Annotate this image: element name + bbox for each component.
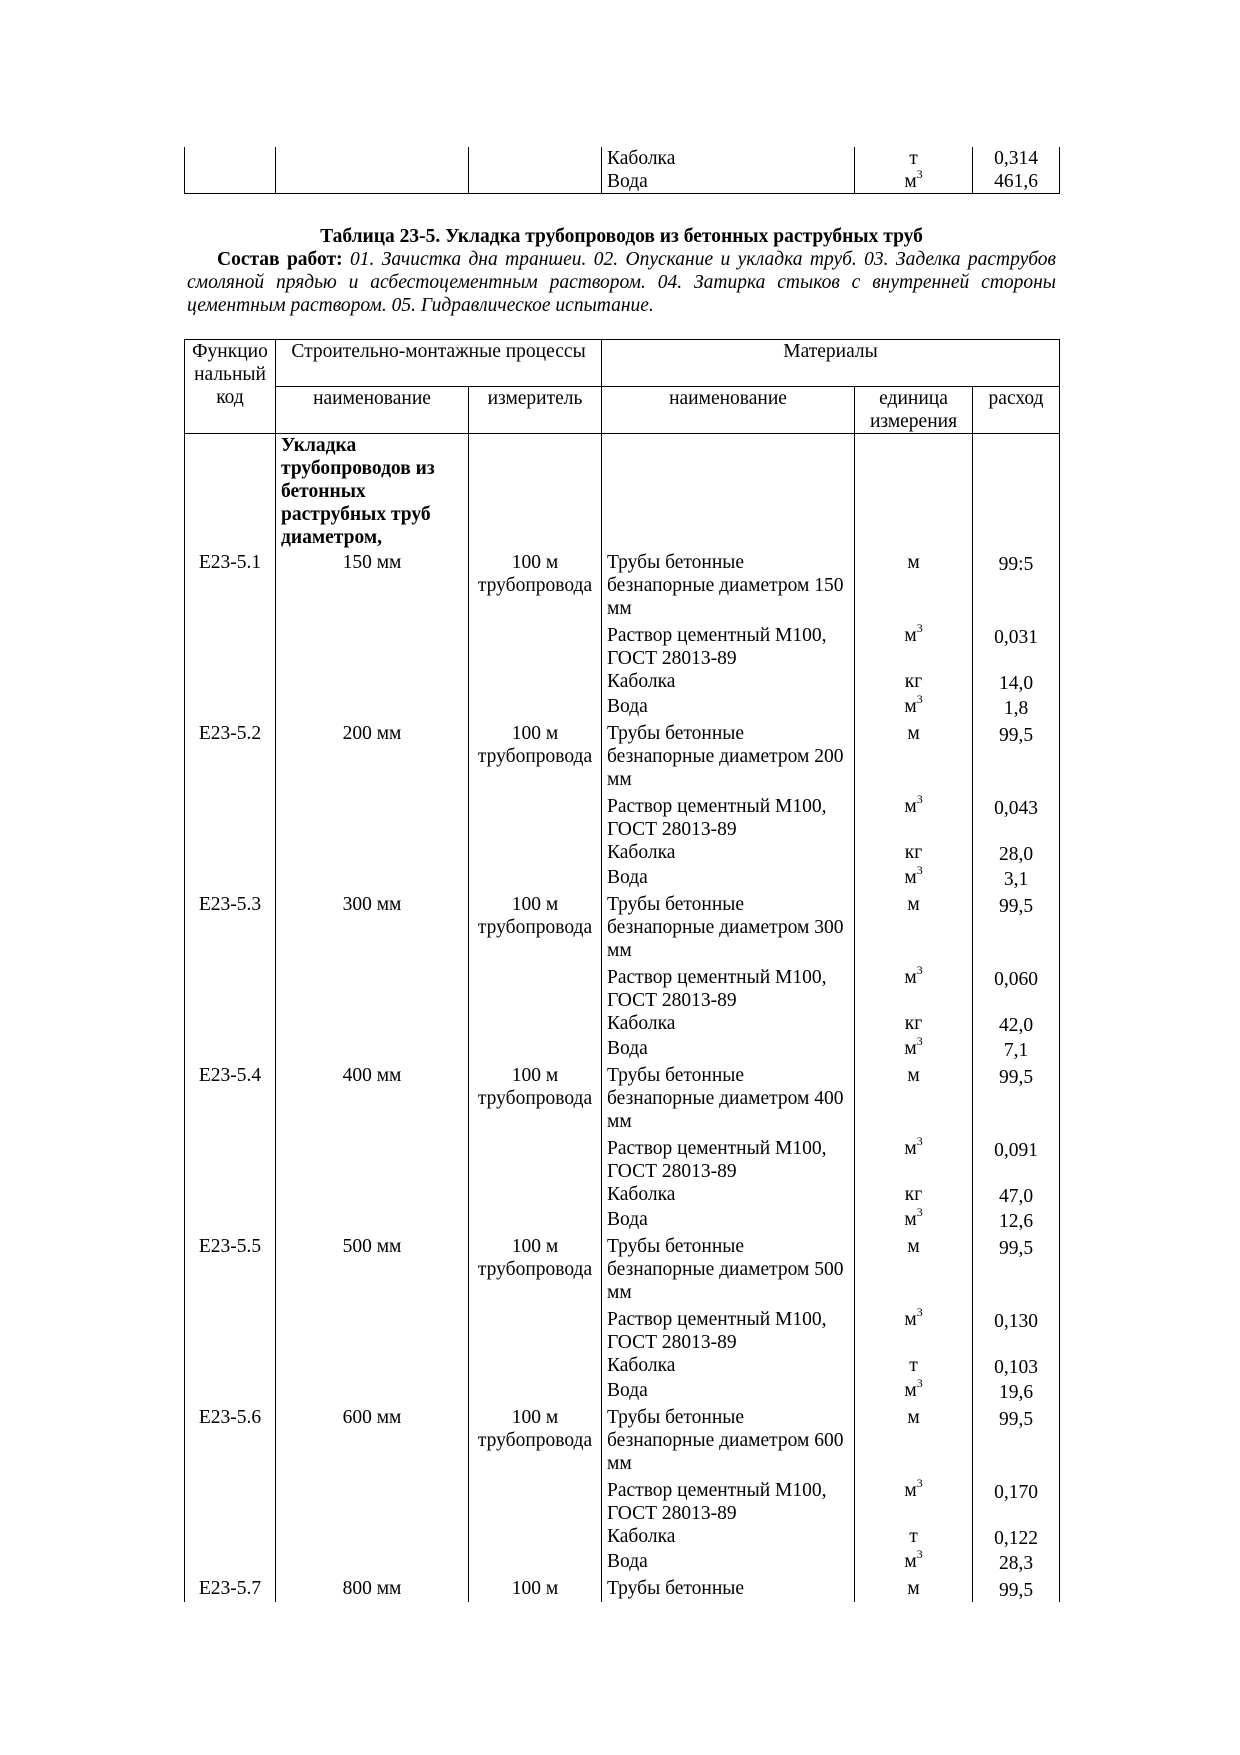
meter: 100 м: [469, 1577, 602, 1602]
section-title: Укладка трубопроводов из бетонных раструбных труб диаметром,: [276, 434, 469, 552]
empty-cell: [185, 1208, 276, 1235]
material-name: Каболка: [602, 841, 855, 866]
header-process-name: наименование: [276, 387, 469, 434]
material-amount: 99:5: [973, 551, 1060, 624]
unit-base: м: [907, 1578, 920, 1599]
material-unit: [855, 1354, 973, 1379]
unit-base: м: [904, 1138, 917, 1159]
material-name: Трубы бетонные безнапорные диаметром 400 мм: [602, 1064, 855, 1137]
material-amount: 99,5: [973, 1064, 1060, 1137]
material-amount: 7,1: [973, 1037, 1060, 1064]
unit-superscript: 3: [916, 1376, 923, 1390]
unit-base: м: [904, 1209, 917, 1230]
unit-base: м: [907, 894, 920, 915]
material-name: Вода: [602, 170, 855, 194]
unit-base: м: [907, 1407, 920, 1428]
material-name: Раствор цементный М100, ГОСТ 28013-89: [602, 1137, 855, 1183]
material-name: Трубы бетонные: [602, 1577, 855, 1602]
material-name: Вода: [602, 695, 855, 722]
unit-base: кг: [904, 1184, 923, 1205]
empty-cell: [276, 1137, 469, 1183]
material-unit: [855, 1064, 973, 1137]
function-code: Е23-5.4: [185, 1064, 276, 1137]
function-code: Е23-5.3: [185, 893, 276, 966]
material-amount: 99,5: [973, 1406, 1060, 1479]
empty-cell: [276, 795, 469, 841]
meter: 100 м трубопровода: [469, 722, 602, 795]
material-unit: [855, 1183, 973, 1208]
empty-cell: [469, 1012, 602, 1037]
material-unit: [855, 722, 973, 795]
material-amount: 461,6: [973, 170, 1060, 194]
material-unit: [855, 1525, 973, 1550]
empty-cell: [276, 1037, 469, 1064]
material-amount: 0,314: [973, 147, 1060, 170]
empty-cell: [469, 841, 602, 866]
material-amount: 3,1: [973, 866, 1060, 893]
material-amount: 99,5: [973, 1577, 1060, 1602]
unit-base: м: [904, 1480, 917, 1501]
empty-cell: [469, 1208, 602, 1235]
unit-base: м: [907, 1065, 920, 1086]
empty-cell: [276, 841, 469, 866]
diameter: 150 мм: [276, 551, 469, 624]
function-code: Е23-5.2: [185, 722, 276, 795]
material-amount: 28,3: [973, 1550, 1060, 1577]
table-row: [185, 1183, 1060, 1208]
meter: 100 м трубопровода: [469, 1406, 602, 1479]
empty-cell: [469, 1354, 602, 1379]
empty-cell: [469, 170, 602, 194]
material-amount: 12,6: [973, 1208, 1060, 1235]
diameter: 800 мм: [276, 1577, 469, 1602]
material-amount: 0,170: [973, 1479, 1060, 1525]
function-code: Е23-5.1: [185, 551, 276, 624]
unit-superscript: 3: [916, 863, 923, 877]
material-amount: 99,5: [973, 893, 1060, 966]
material-unit: [855, 1547, 973, 1577]
material-amount: 99,5: [973, 722, 1060, 795]
diameter: 500 мм: [276, 1235, 469, 1308]
unit-base: м: [904, 796, 917, 817]
header-row-1: [185, 340, 1060, 387]
unit-base: м: [907, 552, 920, 573]
empty-cell: [185, 1479, 276, 1525]
unit-superscript: 3: [916, 963, 923, 977]
diameter: 300 мм: [276, 893, 469, 966]
material-name: Каболка: [602, 1012, 855, 1037]
material-amount: 0,130: [973, 1308, 1060, 1354]
empty-cell: [185, 795, 276, 841]
header-material-amount: расход: [973, 387, 1060, 434]
empty-cell: [469, 1550, 602, 1577]
empty-cell: [185, 1379, 276, 1406]
unit-superscript: 3: [916, 621, 923, 635]
empty-cell: [185, 1525, 276, 1550]
table-row: [185, 551, 1060, 624]
diameter: 400 мм: [276, 1064, 469, 1137]
empty-cell: [276, 966, 469, 1012]
table-row: [185, 1235, 1060, 1308]
material-amount: 42,0: [973, 1012, 1060, 1037]
table-caption: Таблица 23-5. Укладка трубопроводов из бетонных раструбных труб: [320, 226, 923, 247]
empty-cell: [185, 170, 276, 194]
material-unit: [855, 1205, 973, 1235]
empty-cell: [276, 147, 469, 170]
material-name: Раствор цементный М100, ГОСТ 28013-89: [602, 1308, 855, 1354]
table-row: [185, 1354, 1060, 1379]
composition-text: 01. Зачистка дна траншеи. 02. Опускание и укладка труб. 03. Заделка раструбов смоляной прядью и асбестоцементным раствором. 04. Затирка стыков с внутренней стороны цементным раствором. 05. Гидравлическое испытание.: [187, 249, 1056, 316]
unit-superscript: 3: [916, 1134, 923, 1148]
table-row: [185, 1137, 1060, 1183]
function-code: Е23-5.7: [185, 1577, 276, 1602]
table-row: [185, 170, 1060, 194]
empty-cell: [469, 147, 602, 170]
empty-cell: [469, 624, 602, 670]
empty-cell: [469, 866, 602, 893]
empty-cell: [469, 1525, 602, 1550]
material-unit: [855, 963, 973, 1012]
unit-base: м: [904, 1038, 917, 1059]
unit-base: т: [909, 1526, 918, 1547]
unit-base: кг: [904, 671, 923, 692]
unit-base: м: [904, 696, 917, 717]
empty-cell: [185, 1550, 276, 1577]
empty-cell: [469, 795, 602, 841]
material-unit: [855, 147, 973, 170]
material-name: Каболка: [602, 147, 855, 170]
material-amount: 0,031: [973, 624, 1060, 670]
previous-table-tail: [184, 147, 1060, 194]
material-name: Трубы бетонные безнапорные диаметром 300 мм: [602, 893, 855, 966]
unit-superscript: 3: [916, 1547, 923, 1561]
function-code: Е23-5.5: [185, 1235, 276, 1308]
composition-lead: Состав работ:: [217, 249, 343, 270]
empty-cell: [469, 1479, 602, 1525]
table-row: [185, 147, 1060, 170]
material-unit: [855, 893, 973, 966]
header-material-unit: единица измерения: [855, 387, 973, 434]
unit-superscript: 3: [916, 1305, 923, 1319]
unit-superscript: 3: [916, 1205, 923, 1219]
unit-base: м: [904, 867, 917, 888]
empty-cell: [276, 1525, 469, 1550]
empty-cell: [185, 1037, 276, 1064]
material-unit: [855, 1406, 973, 1479]
table-row: [185, 1550, 1060, 1577]
meter: 100 м трубопровода: [469, 1235, 602, 1308]
empty-cell: [276, 1379, 469, 1406]
material-unit: [855, 692, 973, 722]
material-amount: 1,8: [973, 695, 1060, 722]
material-name: Трубы бетонные безнапорные диаметром 600 мм: [602, 1406, 855, 1479]
material-name: Трубы бетонные безнапорные диаметром 200 мм: [602, 722, 855, 795]
unit-superscript: 3: [916, 1476, 923, 1490]
meter: 100 м трубопровода: [469, 551, 602, 624]
material-unit: [855, 1305, 973, 1354]
table-row: [185, 695, 1060, 722]
material-amount: 0,091: [973, 1137, 1060, 1183]
material-name: Раствор цементный М100, ГОСТ 28013-89: [602, 1479, 855, 1525]
unit-base: м: [904, 1380, 917, 1401]
unit-base: м: [907, 723, 920, 744]
material-name: Вода: [602, 866, 855, 893]
table-row: [185, 1012, 1060, 1037]
material-unit: [855, 1134, 973, 1183]
header-materials: Материалы: [602, 340, 1060, 387]
empty-cell: [469, 695, 602, 722]
material-name: Каболка: [602, 670, 855, 695]
empty-cell: [276, 1479, 469, 1525]
meter: 100 м трубопровода: [469, 1064, 602, 1137]
material-amount: 0,060: [973, 966, 1060, 1012]
material-name: Трубы бетонные безнапорные диаметром 500 мм: [602, 1235, 855, 1308]
material-name: Раствор цементный М100, ГОСТ 28013-89: [602, 795, 855, 841]
header-processes: Строительно-монтажные процессы: [276, 340, 602, 387]
empty-cell: [469, 1308, 602, 1354]
empty-cell: [276, 1012, 469, 1037]
header-material-name: наименование: [602, 387, 855, 434]
table-row: [185, 866, 1060, 893]
empty-cell: [276, 1183, 469, 1208]
empty-cell: [276, 695, 469, 722]
header-process-meter: измеритель: [469, 387, 602, 434]
material-name: Вода: [602, 1379, 855, 1406]
header-code: Функцио нальный код: [185, 340, 276, 434]
header-row-2: [185, 387, 1060, 434]
unit-base: м: [904, 967, 917, 988]
unit-superscript: 3: [916, 167, 923, 181]
empty-cell: [185, 966, 276, 1012]
empty-cell: [185, 1012, 276, 1037]
meter: 100 м трубопровода: [469, 893, 602, 966]
section-title-row: [185, 434, 1060, 552]
unit-superscript: 3: [916, 692, 923, 706]
unit-base: м: [904, 171, 917, 192]
material-unit: [855, 1034, 973, 1064]
empty-cell: [469, 1379, 602, 1406]
diameter: 600 мм: [276, 1406, 469, 1479]
unit-base: кг: [904, 842, 923, 863]
empty-cell: [276, 866, 469, 893]
material-name: Каболка: [602, 1525, 855, 1550]
material-unit: [855, 1577, 973, 1602]
unit-base: кг: [904, 1013, 923, 1034]
table-row: [185, 1064, 1060, 1137]
empty-cell: [469, 1183, 602, 1208]
material-unit: [855, 1376, 973, 1406]
table-row: [185, 795, 1060, 841]
material-name: Трубы бетонные безнапорные диаметром 150 мм: [602, 551, 855, 624]
unit-superscript: 3: [916, 1034, 923, 1048]
table-row: [185, 1379, 1060, 1406]
empty-cell: [276, 170, 469, 194]
material-unit: [855, 841, 973, 866]
material-unit: [855, 167, 973, 194]
empty-cell: [185, 1183, 276, 1208]
empty-cell: [276, 624, 469, 670]
table-row: [185, 1208, 1060, 1235]
unit-superscript: 3: [916, 792, 923, 806]
table-row: [185, 1037, 1060, 1064]
table-row: [185, 966, 1060, 1012]
empty-cell: [185, 1137, 276, 1183]
empty-cell: [185, 147, 276, 170]
table-row: [185, 1577, 1060, 1602]
empty-cell: [185, 1308, 276, 1354]
material-name: Вода: [602, 1550, 855, 1577]
table-row: [185, 1479, 1060, 1525]
material-amount: 0,122: [973, 1525, 1060, 1550]
material-unit: [855, 670, 973, 695]
work-composition: [187, 248, 1056, 317]
material-unit: [855, 863, 973, 893]
diameter: 200 мм: [276, 722, 469, 795]
material-amount: 47,0: [973, 1183, 1060, 1208]
material-amount: 19,6: [973, 1379, 1060, 1406]
unit-base: м: [907, 1236, 920, 1257]
material-amount: 14,0: [973, 670, 1060, 695]
material-name: Вода: [602, 1208, 855, 1235]
unit-base: м: [904, 1551, 917, 1572]
empty-cell: [469, 1037, 602, 1064]
unit-base: т: [909, 148, 918, 169]
material-name: Вода: [602, 1037, 855, 1064]
material-name: Каболка: [602, 1183, 855, 1208]
table-row: [185, 1525, 1060, 1550]
unit-base: м: [904, 625, 917, 646]
pipe-laying-table: [184, 339, 1060, 1602]
material-amount: 0,043: [973, 795, 1060, 841]
material-amount: 99,5: [973, 1235, 1060, 1308]
empty-cell: [276, 1550, 469, 1577]
empty-cell: [276, 1354, 469, 1379]
empty-cell: [276, 1308, 469, 1354]
table-row: [185, 1308, 1060, 1354]
material-name: Каболка: [602, 1354, 855, 1379]
material-unit: [855, 621, 973, 670]
material-unit: [855, 792, 973, 841]
empty-cell: [276, 670, 469, 695]
material-unit: [855, 1012, 973, 1037]
empty-cell: [276, 1208, 469, 1235]
empty-cell: [185, 841, 276, 866]
empty-cell: [185, 670, 276, 695]
empty-cell: [185, 695, 276, 722]
table-row: [185, 670, 1060, 695]
table-row: [185, 624, 1060, 670]
material-name: Раствор цементный М100, ГОСТ 28013-89: [602, 624, 855, 670]
empty-cell: [469, 670, 602, 695]
function-code: Е23-5.6: [185, 1406, 276, 1479]
material-amount: 28,0: [973, 841, 1060, 866]
material-amount: 0,103: [973, 1354, 1060, 1379]
material-unit: [855, 1235, 973, 1308]
empty-cell: [185, 866, 276, 893]
material-name: Раствор цементный М100, ГОСТ 28013-89: [602, 966, 855, 1012]
material-unit: [855, 551, 973, 624]
empty-cell: [185, 1354, 276, 1379]
unit-base: т: [909, 1355, 918, 1376]
empty-cell: [185, 624, 276, 670]
table-row: [185, 722, 1060, 795]
table-row: [185, 841, 1060, 866]
empty-cell: [469, 1137, 602, 1183]
empty-cell: [469, 966, 602, 1012]
table-row: [185, 893, 1060, 966]
material-unit: [855, 1476, 973, 1525]
unit-base: м: [904, 1309, 917, 1330]
table-row: [185, 1406, 1060, 1479]
